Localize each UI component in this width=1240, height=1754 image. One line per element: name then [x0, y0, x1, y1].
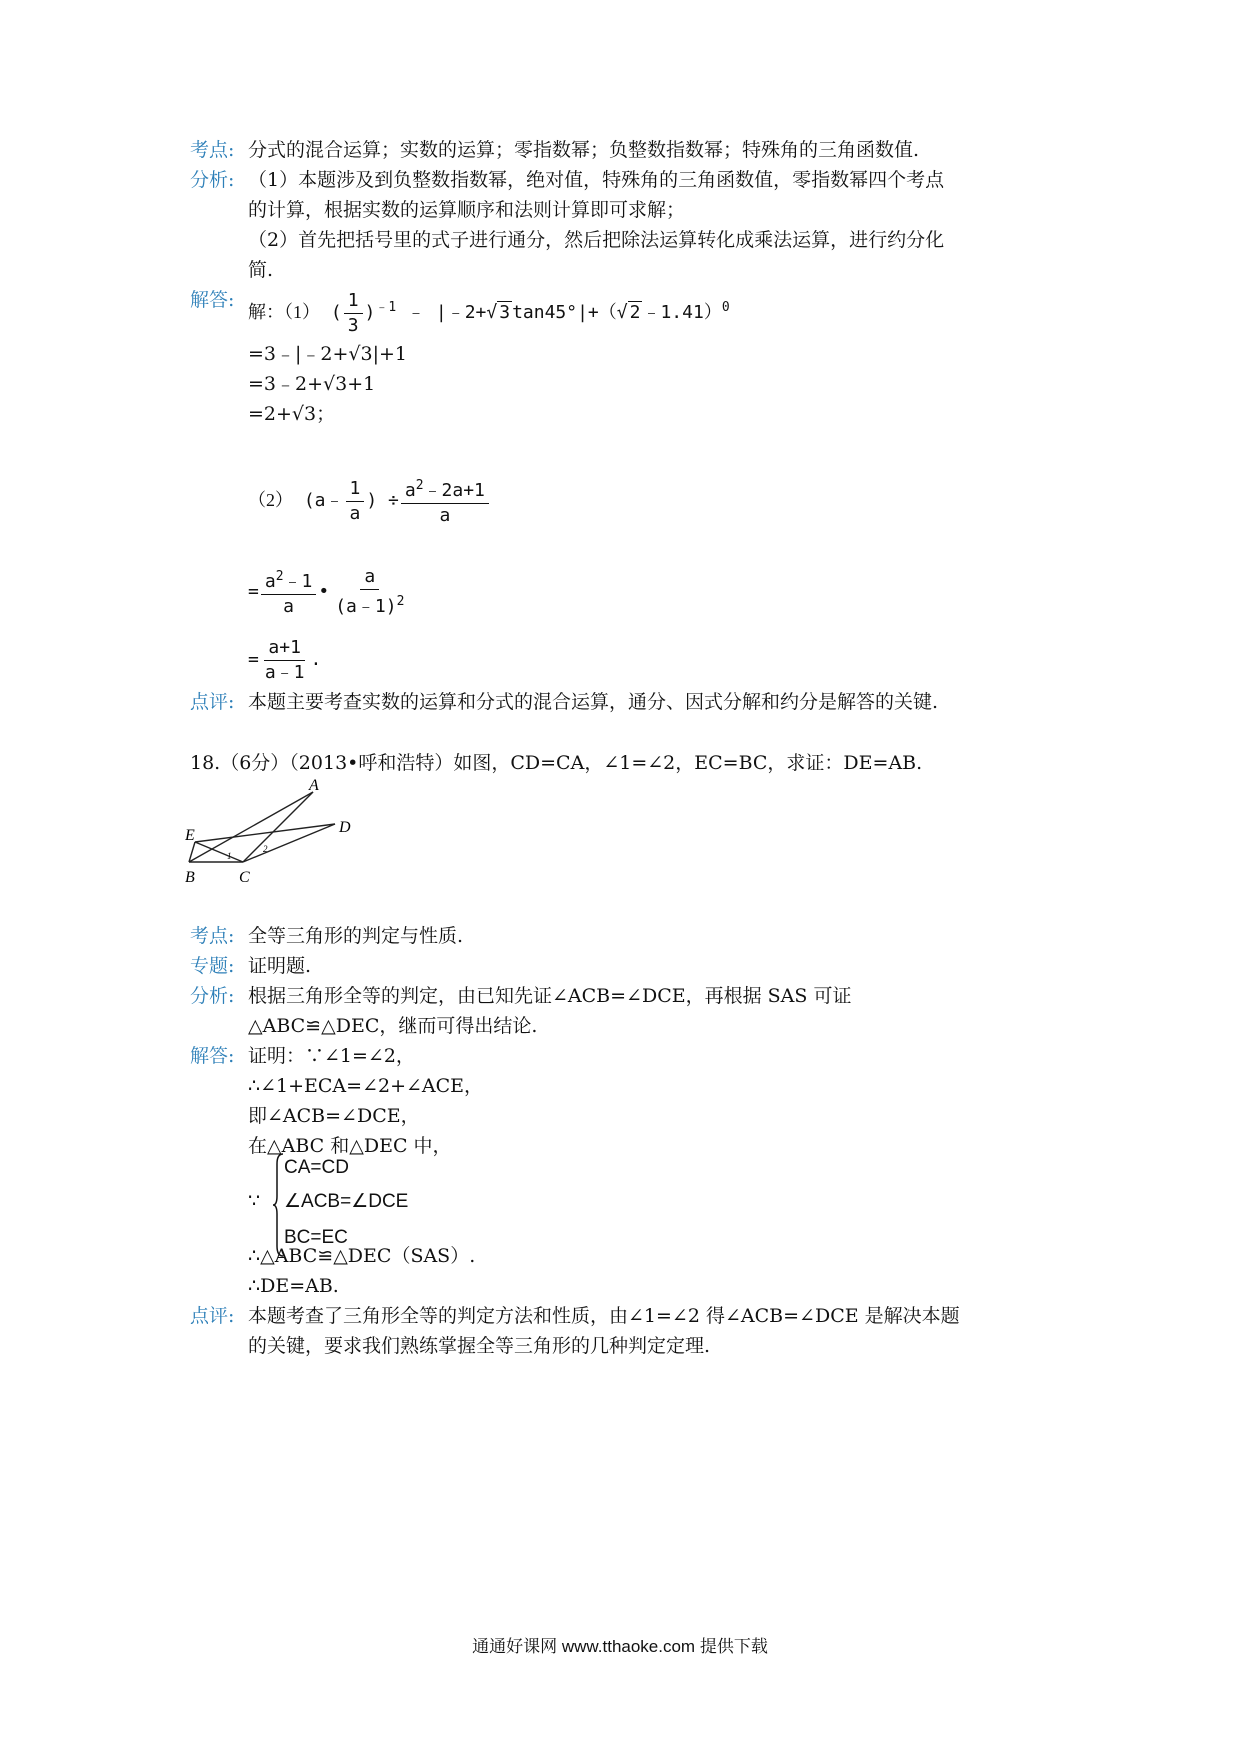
- condition-2: ∠ACB=∠DCE: [284, 1191, 409, 1212]
- fenxi-text-4: 简.: [248, 259, 274, 281]
- condition-1: CA=CD: [284, 1157, 349, 1178]
- solution-prefix: 解：（1）: [248, 302, 320, 322]
- jieda-18-row: [190, 1040, 1090, 1072]
- expression-1: 解：（1） ( $\frac{1}{3}$ )$^{﹣1}$ ﹣ |﹣2+√ 3 tan45°|+（√ 2 ﹣1.41）$^0$: [248, 289, 730, 336]
- dianping-18-text-1: 本题考查了三角形全等的判定方法和性质，由∠1=∠2 得∠ACB=∠DCE 是解决本题: [248, 1305, 960, 1327]
- zhuanti-label: 专题:: [190, 955, 235, 977]
- fenxi-row: [190, 164, 1090, 196]
- segment-CA: [243, 792, 313, 862]
- fenxi-18-text-2: △ABC≌△DEC，继而可得出结论.: [248, 1015, 538, 1037]
- expression-2: （2） (a﹣ $\frac{1}{a}$ ) ÷ $\frac{a^2﹣2a+1}{a}$: [248, 470, 491, 531]
- proof-line-3: 即∠ACB=∠DCE，: [248, 1105, 420, 1127]
- label-angle-1: 1: [227, 851, 232, 861]
- kaodian-row: [190, 134, 1090, 166]
- label-B: B: [185, 869, 195, 886]
- fraction-one-third: $\frac{1}{3}$: [344, 289, 363, 338]
- zhuanti-text: 证明题.: [248, 955, 312, 977]
- fenxi-18-text-1: 根据三角形全等的判定，由已知先证∠ACB=∠DCE，再根据 SAS 可证: [248, 985, 852, 1007]
- step-2: =3﹣2+√3+1: [248, 373, 376, 395]
- kaodian-label: 考点:: [190, 139, 235, 161]
- label-D: D: [339, 819, 351, 836]
- label-angle-2: 2: [263, 844, 268, 854]
- label-C: C: [239, 869, 250, 886]
- expression-3: = $\frac{a^2﹣1}{a}$ • $\frac{a}{(a﹣1)^2}$: [248, 566, 405, 617]
- dianping-18-text-2: 的关键，要求我们熟练掌握全等三角形的几种判定定理.: [248, 1335, 711, 1357]
- fenxi-text-3: （2）首先把括号里的式子进行通分，然后把除法运算转化成乘法运算，进行约分化: [248, 229, 945, 251]
- fenxi-label: 分析:: [190, 169, 235, 191]
- proof-line-4: 在△ABC 和△DEC 中，: [248, 1135, 452, 1157]
- zhuanti-row: [190, 950, 1090, 982]
- condition-3: BC=EC: [284, 1227, 348, 1248]
- segment-BA: [189, 792, 313, 862]
- part2-prefix: （2）: [248, 490, 293, 510]
- proof-line-1: 证明：∵∠1=∠2，: [248, 1045, 415, 1067]
- kaodian-18-text: 全等三角形的判定与性质.: [248, 925, 464, 947]
- jieda-18-label: 解答:: [190, 1045, 235, 1067]
- dianping-text: 本题主要考查实数的运算和分式的混合运算，通分、因式分解和约分是解答的关键.: [248, 691, 939, 713]
- label-A: A: [309, 777, 319, 794]
- step-3: =2+√3；: [248, 403, 336, 425]
- fenxi-text-2: 的计算，根据实数的运算顺序和法则计算即可求解；: [248, 199, 686, 221]
- footer-source: 通通好课网 www.tthaoke.com 提供下载: [472, 1637, 768, 1656]
- proof-line-2: ∴∠1+ECA=∠2+∠ACE，: [248, 1075, 484, 1097]
- fenxi-text-1: （1）本题涉及到负整数指数幂，绝对值，特殊角的三角函数值，零指数幂四个考点: [248, 169, 945, 191]
- because-symbol: ∵: [248, 1190, 261, 1212]
- dianping-label: 点评:: [190, 691, 235, 713]
- geometry-figure: [185, 776, 385, 896]
- fenxi-18-row: [190, 980, 1090, 1012]
- kaodian-text: 分式的混合运算；实数的运算；零指数幂；负整数指数幂；特殊角的三角函数值.: [248, 139, 920, 161]
- jieda-label: 解答:: [190, 289, 235, 311]
- label-E: E: [185, 827, 195, 844]
- kaodian-18-row: [190, 920, 1090, 952]
- fenxi-18-label: 分析:: [190, 985, 235, 1007]
- step-1: =3﹣|﹣2+√3|+1: [248, 343, 408, 365]
- proof-line-6: ∴DE=AB.: [248, 1275, 339, 1297]
- proof-line-5: ∴△ABC≌△DEC（SAS）.: [248, 1245, 476, 1267]
- dianping-row: [190, 686, 1090, 718]
- dianping-18-label: 点评:: [190, 1305, 235, 1327]
- expression-4: = $\frac{a+1}{a﹣1}$ .: [248, 636, 322, 683]
- kaodian-18-label: 考点:: [190, 925, 235, 947]
- question-18: 18.（6分）（2013•呼和浩特）如图，CD=CA，∠1=∠2，EC=BC，求证：DE=AB.: [190, 752, 923, 774]
- dianping-18-row: [190, 1300, 1090, 1332]
